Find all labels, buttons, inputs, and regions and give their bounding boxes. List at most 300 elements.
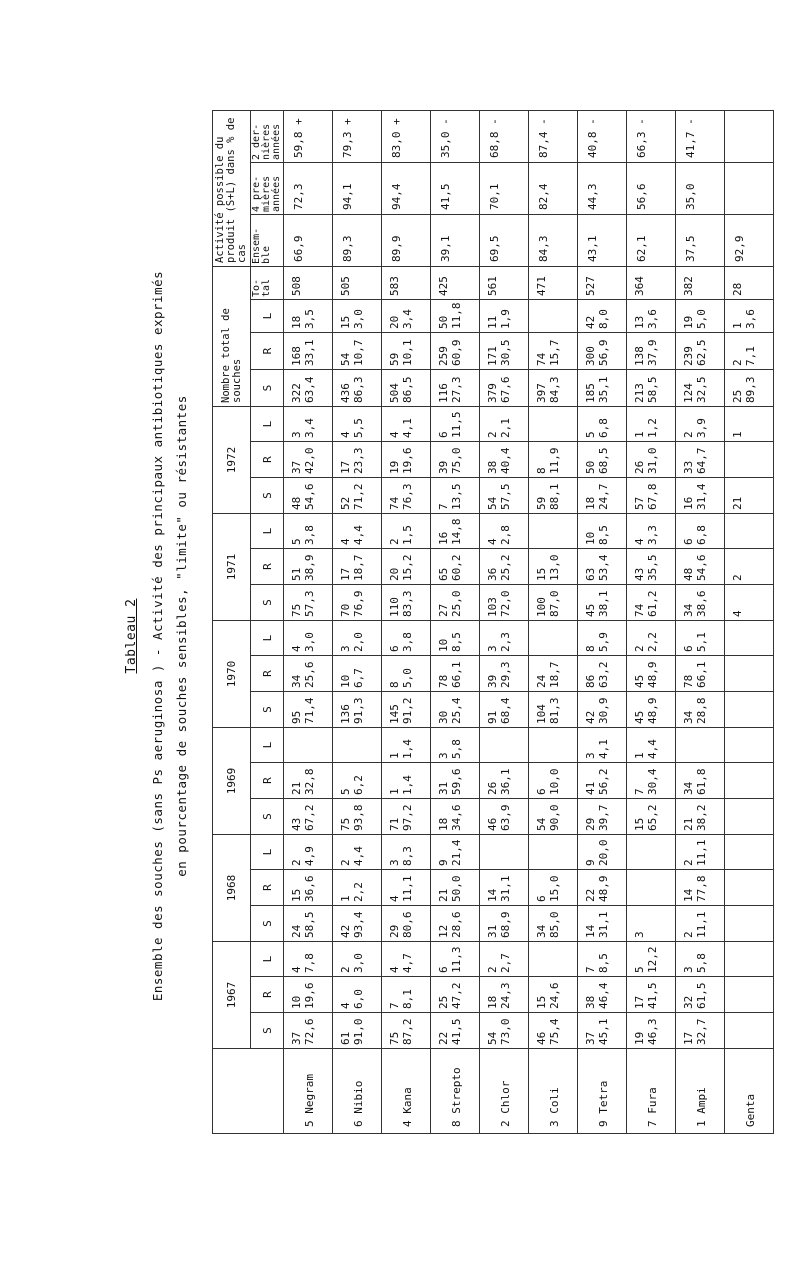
- table-row: [480, 111, 529, 1134]
- count-cell: 4 11,1: [382, 870, 431, 906]
- count-cell: 24 58,5: [284, 906, 333, 942]
- count-cell: 8 5,9: [578, 621, 627, 656]
- antibiotic-name: Genta: [725, 1049, 774, 1134]
- count-cell: 29 39,7: [578, 799, 627, 835]
- count-cell: 21 50,0: [431, 870, 480, 906]
- col-r: R: [251, 870, 284, 906]
- activity-cell: 37,5: [676, 215, 725, 267]
- col-l: L: [251, 407, 284, 442]
- count-cell: 2 2,1: [480, 407, 529, 442]
- count-cell: 3 2,0: [333, 621, 382, 656]
- count-cell: 39 75,0: [431, 442, 480, 478]
- count-cell: [725, 656, 774, 692]
- count-cell: 20 3,4: [382, 300, 431, 333]
- count-cell: 4 3,3: [627, 514, 676, 549]
- count-cell: 15 36,6: [284, 870, 333, 906]
- count-cell: 239 62,5: [676, 333, 725, 370]
- count-cell: 3 8,3: [382, 835, 431, 870]
- activity-cell: 62,1: [627, 215, 676, 267]
- col-s: S: [251, 478, 284, 514]
- count-cell: 45 48,9: [627, 692, 676, 728]
- count-cell: 18 34,6: [431, 799, 480, 835]
- count-cell: 124 32,5: [676, 370, 725, 407]
- count-cell: 364: [627, 267, 676, 300]
- count-cell: 6 6,8: [676, 514, 725, 549]
- count-cell: 30 25,4: [431, 692, 480, 728]
- count-cell: 3 5,8: [676, 942, 725, 977]
- count-cell: 14 31,1: [578, 906, 627, 942]
- count-cell: 19 19,6: [382, 442, 431, 478]
- count-cell: 9 21,4: [431, 835, 480, 870]
- activity-cell: 59,8 +: [284, 111, 333, 163]
- count-cell: 78 66,1: [676, 656, 725, 692]
- activity-cell: 69,5: [480, 215, 529, 267]
- count-cell: 322 63,4: [284, 370, 333, 407]
- count-cell: 27 25,0: [431, 585, 480, 621]
- count-cell: 34 38,6: [676, 585, 725, 621]
- count-cell: 104 81,3: [529, 692, 578, 728]
- count-cell: 51 38,9: [284, 549, 333, 585]
- count-cell: 43 35,5: [627, 549, 676, 585]
- count-cell: 2 1,5: [382, 514, 431, 549]
- count-cell: 33 64,7: [676, 442, 725, 478]
- count-cell: 471: [529, 267, 578, 300]
- count-cell: 15 24,6: [529, 977, 578, 1013]
- count-cell: [627, 835, 676, 870]
- count-cell: 50 68,5: [578, 442, 627, 478]
- count-cell: 46 75,4: [529, 1013, 578, 1049]
- count-cell: 15 65,2: [627, 799, 676, 835]
- count-cell: 136 91,3: [333, 692, 382, 728]
- count-cell: 15 13,0: [529, 549, 578, 585]
- col-r: R: [251, 763, 284, 799]
- col-r: R: [251, 442, 284, 478]
- col-s: S: [251, 692, 284, 728]
- count-cell: 2 2,7: [480, 942, 529, 977]
- antibiotic-name: 4 Kana: [382, 1049, 431, 1134]
- count-cell: [725, 870, 774, 906]
- count-cell: 48 54,6: [284, 478, 333, 514]
- count-cell: 3: [627, 906, 676, 942]
- antibiotic-name: 3 Coli: [529, 1049, 578, 1134]
- act-2-dernieres-header: 2 der-nières années: [251, 111, 284, 163]
- count-cell: 50 11,8: [431, 300, 480, 333]
- count-cell: 75 57,3: [284, 585, 333, 621]
- col-s: S: [251, 585, 284, 621]
- count-cell: [284, 728, 333, 763]
- table-row: [676, 111, 725, 1134]
- count-cell: 3 3,4: [284, 407, 333, 442]
- count-cell: [725, 728, 774, 763]
- year-header: 1970: [213, 621, 251, 728]
- activity-cell: 35,0: [676, 163, 725, 215]
- count-cell: [676, 728, 725, 763]
- count-cell: 78 66,1: [431, 656, 480, 692]
- count-cell: 18 24,7: [578, 478, 627, 514]
- count-cell: 4 4,4: [333, 514, 382, 549]
- count-cell: 6 15,0: [529, 870, 578, 906]
- count-cell: 16 31,4: [676, 478, 725, 514]
- year-header: 1968: [213, 835, 251, 942]
- count-cell: 379 67,6: [480, 370, 529, 407]
- count-cell: 583: [382, 267, 431, 300]
- activity-cell: 35,0 -: [431, 111, 480, 163]
- count-cell: 10 8,5: [431, 621, 480, 656]
- caption-line-1: Ensemble des souches (sans Ps aeruginosa ) - Activité des principaux antibiotiques exprimés: [150, 270, 165, 1002]
- col-l: L: [251, 942, 284, 977]
- count-cell: 561: [480, 267, 529, 300]
- count-cell: 63 53,4: [578, 549, 627, 585]
- count-cell: 71 97,2: [382, 799, 431, 835]
- count-cell: 2 3,9: [676, 407, 725, 442]
- count-cell: 21 38,2: [676, 799, 725, 835]
- count-cell: 505: [333, 267, 382, 300]
- count-cell: 1 1,2: [627, 407, 676, 442]
- year-header: 1969: [213, 728, 251, 835]
- count-cell: 54 73,0: [480, 1013, 529, 1049]
- count-cell: 1 3,6: [725, 300, 774, 333]
- col-total: To-tal: [251, 267, 284, 300]
- count-cell: 171 30,5: [480, 333, 529, 370]
- table-row: [382, 111, 431, 1134]
- count-cell: [725, 692, 774, 728]
- count-cell: 185 35,1: [578, 370, 627, 407]
- count-cell: 17 41,5: [627, 977, 676, 1013]
- activity-cell: 94,1: [333, 163, 382, 215]
- activity-cell: 66,3 -: [627, 111, 676, 163]
- count-cell: 24 18,7: [529, 656, 578, 692]
- count-cell: 4 4,1: [382, 407, 431, 442]
- count-cell: 25 89,3: [725, 370, 774, 407]
- count-cell: [529, 728, 578, 763]
- activity-cell: 84,3: [529, 215, 578, 267]
- count-cell: 213 58,5: [627, 370, 676, 407]
- count-cell: 6 11,5: [431, 407, 480, 442]
- count-cell: 6 5,1: [676, 621, 725, 656]
- count-cell: 2: [725, 549, 774, 585]
- antibiotic-name: 2 Chlor: [480, 1049, 529, 1134]
- count-cell: 14 77,8: [676, 870, 725, 906]
- count-cell: 8 11,9: [529, 442, 578, 478]
- count-cell: 43 67,2: [284, 799, 333, 835]
- count-cell: 91 68,4: [480, 692, 529, 728]
- antibiotic-name: 8 Strepto: [431, 1049, 480, 1134]
- count-cell: 5 12,2: [627, 942, 676, 977]
- table-row: [725, 111, 774, 1134]
- count-cell: 61 91,0: [333, 1013, 382, 1049]
- activity-cell: 39,1: [431, 215, 480, 267]
- count-cell: 2 11,1: [676, 906, 725, 942]
- table-row: [529, 111, 578, 1134]
- count-cell: 6 11,3: [431, 942, 480, 977]
- col-r: R: [251, 656, 284, 692]
- count-cell: 397 84,3: [529, 370, 578, 407]
- count-cell: 57 67,8: [627, 478, 676, 514]
- count-cell: 3 2,3: [480, 621, 529, 656]
- table-title: Tableau 2: [124, 598, 139, 674]
- table-body: [284, 111, 774, 1134]
- count-cell: [725, 621, 774, 656]
- count-cell: 10 6,7: [333, 656, 382, 692]
- activity-cell: 89,3: [333, 215, 382, 267]
- count-cell: 2 7,1: [725, 333, 774, 370]
- count-cell: [480, 835, 529, 870]
- count-cell: 17 23,3: [333, 442, 382, 478]
- activity-cell: 44,3: [578, 163, 627, 215]
- count-cell: 22 41,5: [431, 1013, 480, 1049]
- antibiotic-name: 1 Ampi: [676, 1049, 725, 1134]
- count-cell: 31 59,6: [431, 763, 480, 799]
- count-cell: [529, 835, 578, 870]
- count-cell: 75 93,8: [333, 799, 382, 835]
- count-cell: 1 2,2: [333, 870, 382, 906]
- caption-line-2: en pourcentage de souches sensibles, "limite" ou résistantes: [174, 395, 189, 877]
- activity-cell: 72,3: [284, 163, 333, 215]
- count-cell: 1 1,4: [382, 763, 431, 799]
- activity-cell: 56,6: [627, 163, 676, 215]
- count-cell: 54 57,5: [480, 478, 529, 514]
- activity-cell: 89,9: [382, 215, 431, 267]
- antibiotic-name: 5 Negram: [284, 1049, 333, 1134]
- count-cell: 16 14,8: [431, 514, 480, 549]
- col-s: S: [251, 1013, 284, 1049]
- count-cell: 436 86,3: [333, 370, 382, 407]
- count-cell: 4 6,0: [333, 977, 382, 1013]
- col-s: S: [251, 799, 284, 835]
- activity-cell: 43,1: [578, 215, 627, 267]
- count-cell: 11 1,9: [480, 300, 529, 333]
- year-header: 1967: [213, 942, 251, 1049]
- count-cell: 45 38,1: [578, 585, 627, 621]
- count-cell: 1 4,4: [627, 728, 676, 763]
- count-cell: [627, 870, 676, 906]
- count-cell: 2 2,2: [627, 621, 676, 656]
- count-cell: 34 61,8: [676, 763, 725, 799]
- count-cell: 42 8,0: [578, 300, 627, 333]
- count-cell: 6 10,0: [529, 763, 578, 799]
- count-cell: 28: [725, 267, 774, 300]
- count-cell: 15 3,0: [333, 300, 382, 333]
- count-cell: 29 80,6: [382, 906, 431, 942]
- count-cell: 259 60,9: [431, 333, 480, 370]
- count-cell: 168 33,1: [284, 333, 333, 370]
- antibiotic-name: 6 Nibio: [333, 1049, 382, 1134]
- col-r: R: [251, 977, 284, 1013]
- count-cell: 5 6,8: [578, 407, 627, 442]
- col-total-s: S: [251, 370, 284, 407]
- count-cell: 103 72,0: [480, 585, 529, 621]
- count-cell: 2 4,4: [333, 835, 382, 870]
- count-cell: 34 28,8: [676, 692, 725, 728]
- count-cell: 3 5,8: [431, 728, 480, 763]
- activity-cell: [725, 111, 774, 163]
- activity-cell: 68,8 -: [480, 111, 529, 163]
- count-cell: 138 37,9: [627, 333, 676, 370]
- count-cell: 527: [578, 267, 627, 300]
- count-cell: [529, 942, 578, 977]
- count-cell: 41 56,2: [578, 763, 627, 799]
- activity-cell: 66,9: [284, 215, 333, 267]
- activite-header: Activité possible du produit (S+L) dans % de cas: [213, 111, 251, 267]
- count-cell: 2 11,1: [676, 835, 725, 870]
- col-l: L: [251, 621, 284, 656]
- count-cell: 17 18,7: [333, 549, 382, 585]
- count-cell: 17 32,7: [676, 1013, 725, 1049]
- col-r: R: [251, 549, 284, 585]
- count-cell: 12 28,6: [431, 906, 480, 942]
- header-empty-cell: [213, 1049, 284, 1134]
- count-cell: 21 32,8: [284, 763, 333, 799]
- count-cell: 19 46,3: [627, 1013, 676, 1049]
- count-cell: 74 61,2: [627, 585, 676, 621]
- col-l: L: [251, 728, 284, 763]
- activity-cell: 41,5: [431, 163, 480, 215]
- count-cell: 36 25,2: [480, 549, 529, 585]
- count-cell: [725, 514, 774, 549]
- count-cell: 34 85,0: [529, 906, 578, 942]
- count-cell: [529, 300, 578, 333]
- count-cell: 37 45,1: [578, 1013, 627, 1049]
- count-cell: 9 20,0: [578, 835, 627, 870]
- count-cell: 382: [676, 267, 725, 300]
- count-cell: 37 72,6: [284, 1013, 333, 1049]
- count-cell: 19 5,0: [676, 300, 725, 333]
- count-cell: 20 15,2: [382, 549, 431, 585]
- count-cell: 6 3,8: [382, 621, 431, 656]
- count-cell: 86 63,2: [578, 656, 627, 692]
- count-cell: 13 3,6: [627, 300, 676, 333]
- count-cell: 508: [284, 267, 333, 300]
- count-cell: 22 48,9: [578, 870, 627, 906]
- count-cell: 34 25,6: [284, 656, 333, 692]
- count-cell: 75 87,2: [382, 1013, 431, 1049]
- count-cell: 7 30,4: [627, 763, 676, 799]
- table-row: [284, 111, 333, 1134]
- count-cell: 74 15,7: [529, 333, 578, 370]
- act-ensemble-header: Ensem-ble: [251, 215, 284, 267]
- count-cell: 100 87,0: [529, 585, 578, 621]
- count-cell: 59 10,1: [382, 333, 431, 370]
- count-cell: 116 27,3: [431, 370, 480, 407]
- count-cell: 21: [725, 478, 774, 514]
- count-cell: [725, 835, 774, 870]
- count-cell: 48 54,6: [676, 549, 725, 585]
- count-cell: 14 31,1: [480, 870, 529, 906]
- count-cell: 65 60,2: [431, 549, 480, 585]
- activity-cell: 94,4: [382, 163, 431, 215]
- rotated-table-sheet: [120, 66, 757, 1206]
- count-cell: 504 86,5: [382, 370, 431, 407]
- year-header: 1972: [213, 407, 251, 514]
- count-cell: [725, 442, 774, 478]
- activity-cell: 40,8 -: [578, 111, 627, 163]
- count-cell: [333, 728, 382, 763]
- count-cell: [725, 1013, 774, 1049]
- count-cell: 425: [431, 267, 480, 300]
- count-cell: 95 71,4: [284, 692, 333, 728]
- count-cell: 10 8,5: [578, 514, 627, 549]
- table-row: [431, 111, 480, 1134]
- count-cell: 26 31,0: [627, 442, 676, 478]
- count-cell: 1 1,4: [382, 728, 431, 763]
- count-cell: 25 47,2: [431, 977, 480, 1013]
- count-cell: 46 63,9: [480, 799, 529, 835]
- count-cell: 70 76,9: [333, 585, 382, 621]
- count-cell: [529, 621, 578, 656]
- count-cell: [725, 763, 774, 799]
- count-cell: [725, 906, 774, 942]
- count-cell: [725, 942, 774, 977]
- count-cell: 42 30,9: [578, 692, 627, 728]
- count-cell: 54 90,0: [529, 799, 578, 835]
- count-cell: 45 48,9: [627, 656, 676, 692]
- count-cell: 300 56,9: [578, 333, 627, 370]
- col-s: S: [251, 906, 284, 942]
- count-cell: 4 2,8: [480, 514, 529, 549]
- count-cell: 5 6,2: [333, 763, 382, 799]
- activity-cell: 87,4 -: [529, 111, 578, 163]
- count-cell: 74 76,3: [382, 478, 431, 514]
- count-cell: [529, 514, 578, 549]
- count-cell: 10 19,6: [284, 977, 333, 1013]
- count-cell: 7 8,5: [578, 942, 627, 977]
- act-4-premieres-header: 4 pre-mières années: [251, 163, 284, 215]
- activity-cell: 83,0 +: [382, 111, 431, 163]
- count-cell: 1: [725, 407, 774, 442]
- count-cell: 7 8,1: [382, 977, 431, 1013]
- count-cell: 4 5,5: [333, 407, 382, 442]
- count-cell: 31 68,9: [480, 906, 529, 942]
- count-cell: 38 40,4: [480, 442, 529, 478]
- count-cell: 4: [725, 585, 774, 621]
- count-cell: 4 3,0: [284, 621, 333, 656]
- table-row: [627, 111, 676, 1134]
- count-cell: [725, 799, 774, 835]
- count-cell: 38 46,4: [578, 977, 627, 1013]
- antibiotic-activity-table: [212, 110, 774, 1134]
- count-cell: [480, 728, 529, 763]
- count-cell: 2 4,9: [284, 835, 333, 870]
- col-l: L: [251, 835, 284, 870]
- count-cell: 3 4,1: [578, 728, 627, 763]
- count-cell: 18 3,5: [284, 300, 333, 333]
- count-cell: 18 24,3: [480, 977, 529, 1013]
- antibiotic-name: 9 Tetra: [578, 1049, 627, 1134]
- count-cell: 5 3,8: [284, 514, 333, 549]
- count-cell: 54 10,7: [333, 333, 382, 370]
- activity-cell: 82,4: [529, 163, 578, 215]
- col-total-l: L: [251, 300, 284, 333]
- count-cell: 37 42,0: [284, 442, 333, 478]
- activity-cell: 79,3 +: [333, 111, 382, 163]
- count-cell: [725, 977, 774, 1013]
- nombre-total-header: Nombre total de souches: [213, 267, 251, 407]
- col-total-r: R: [251, 333, 284, 370]
- activity-cell: 92,9: [725, 215, 774, 267]
- count-cell: 26 36,1: [480, 763, 529, 799]
- table-row: [578, 111, 627, 1134]
- count-cell: 8 5,0: [382, 656, 431, 692]
- count-cell: 59 88,1: [529, 478, 578, 514]
- table-row: [333, 111, 382, 1134]
- count-cell: 32 61,5: [676, 977, 725, 1013]
- count-cell: 39 29,3: [480, 656, 529, 692]
- count-cell: 4 4,7: [382, 942, 431, 977]
- count-cell: 7 13,5: [431, 478, 480, 514]
- activity-cell: 41,7 -: [676, 111, 725, 163]
- antibiotic-name: 7 Fura: [627, 1049, 676, 1134]
- count-cell: 2 3,0: [333, 942, 382, 977]
